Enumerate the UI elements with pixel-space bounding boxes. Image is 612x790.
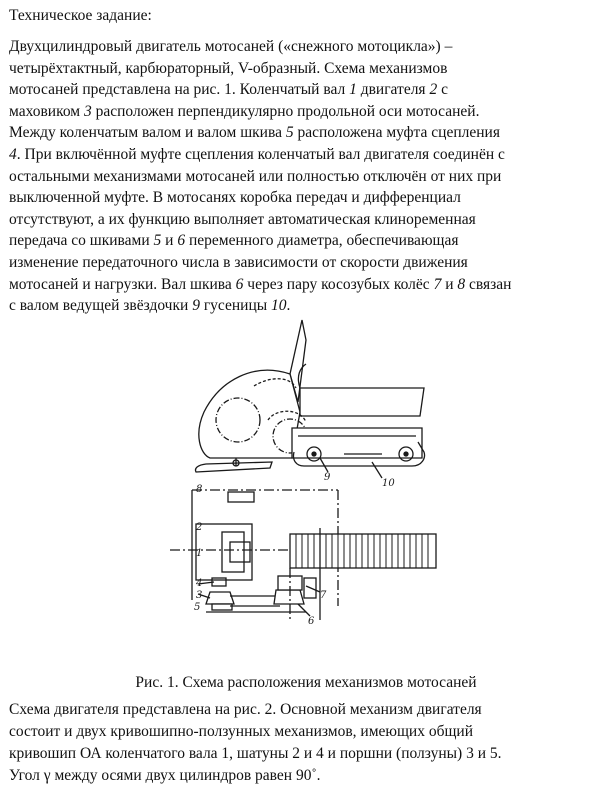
driven-pulley-plan xyxy=(274,590,304,604)
front-ski xyxy=(195,462,272,472)
text-line: Двухцилиндровый двигатель мотосаней («снежного мотоцикла») – xyxy=(9,38,453,55)
text-line: выключенной муфте. В мотосанях коробка передач и дифференциал xyxy=(9,189,461,207)
page-heading: Техническое задание: xyxy=(9,7,152,24)
ref-number: 6 xyxy=(177,232,186,250)
seat-body xyxy=(300,388,424,416)
ref-number: 9 xyxy=(192,297,200,315)
text-line: маховиком 3 расположен перпендикулярно продольной оси мотосаней. xyxy=(9,102,480,120)
text-line: остальными механизмами мотосаней или полностью отключён от них при xyxy=(9,167,502,185)
ref-number: 1 xyxy=(349,81,357,99)
label-2: 2 xyxy=(196,522,203,533)
text-line: Угол γ между осями двух цилиндров равен 90˚. xyxy=(9,767,321,784)
label-4: 4 xyxy=(196,578,203,589)
label-3: 3 xyxy=(196,590,203,601)
label-8: 8 xyxy=(196,484,203,495)
ref-number: 3 xyxy=(84,102,92,120)
text-line: кривошип ОА коленчатого вала 1, шатуны 2 и 4 и поршни (ползуны) 3 и 5. xyxy=(9,745,502,762)
ref-number: 4 xyxy=(9,145,17,163)
text-line: мотосаней представлена на рис. 1. Коленчатый вал 1 двигателя 2 с xyxy=(9,81,448,99)
label-9: 9 xyxy=(324,472,331,483)
text-line: мотосаней и нагрузки. Вал шкива 6 через пару косозубых колёс 7 и 8 связан xyxy=(9,275,512,293)
text-line: изменение передаточного числа в зависимости от скорости движения xyxy=(9,253,468,271)
text-line: четырёхтактный, карбюраторный, V-образный. Схема механизмов xyxy=(9,59,448,77)
ref-number: 2 xyxy=(429,81,438,99)
snowmobile-mechanism-diagram xyxy=(150,316,470,650)
track-top-view xyxy=(290,534,436,568)
drive-pulley-plan xyxy=(206,592,234,604)
ref-number: 7 xyxy=(433,275,442,293)
text-line: передача со шкивами 5 и 6 переменного диаметра, обеспечивающая xyxy=(9,232,459,250)
text-line: состоит и двух кривошипно-ползунных механизмов, имеющих общий xyxy=(9,723,474,740)
description-paragraph xyxy=(9,36,603,317)
ref-number: 5 xyxy=(285,124,294,142)
engine-paragraph xyxy=(9,699,607,787)
text-line: отсутствуют, а их функцию выполняет автоматическая клиноременная xyxy=(9,210,476,228)
ref-number: 5 xyxy=(153,232,162,250)
text-line: с валом ведущей звёздочки 9 гусеницы 10. xyxy=(9,297,291,315)
figure-caption: Рис. 1. Схема расположения механизмов мотосаней xyxy=(135,674,477,691)
flywheel xyxy=(228,492,254,502)
label-5: 5 xyxy=(194,602,201,613)
label-6: 6 xyxy=(308,616,315,627)
label-10: 10 xyxy=(382,478,395,489)
text-line: Схема двигателя представлена на рис. 2. Основной механизм двигателя xyxy=(9,701,482,718)
text-line: Между коленчатым валом и валом шкива 5 расположена муфта сцепления xyxy=(9,124,500,142)
text-line: 4. При включённой муфте сцепления коленчатый вал двигателя соединён с xyxy=(9,145,505,163)
ref-number: 8 xyxy=(457,275,466,293)
hood xyxy=(199,370,300,458)
ref-number: 10 xyxy=(271,297,287,315)
label-7: 7 xyxy=(320,590,327,601)
label-1: 1 xyxy=(196,548,203,559)
ref-number: 6 xyxy=(235,275,244,293)
